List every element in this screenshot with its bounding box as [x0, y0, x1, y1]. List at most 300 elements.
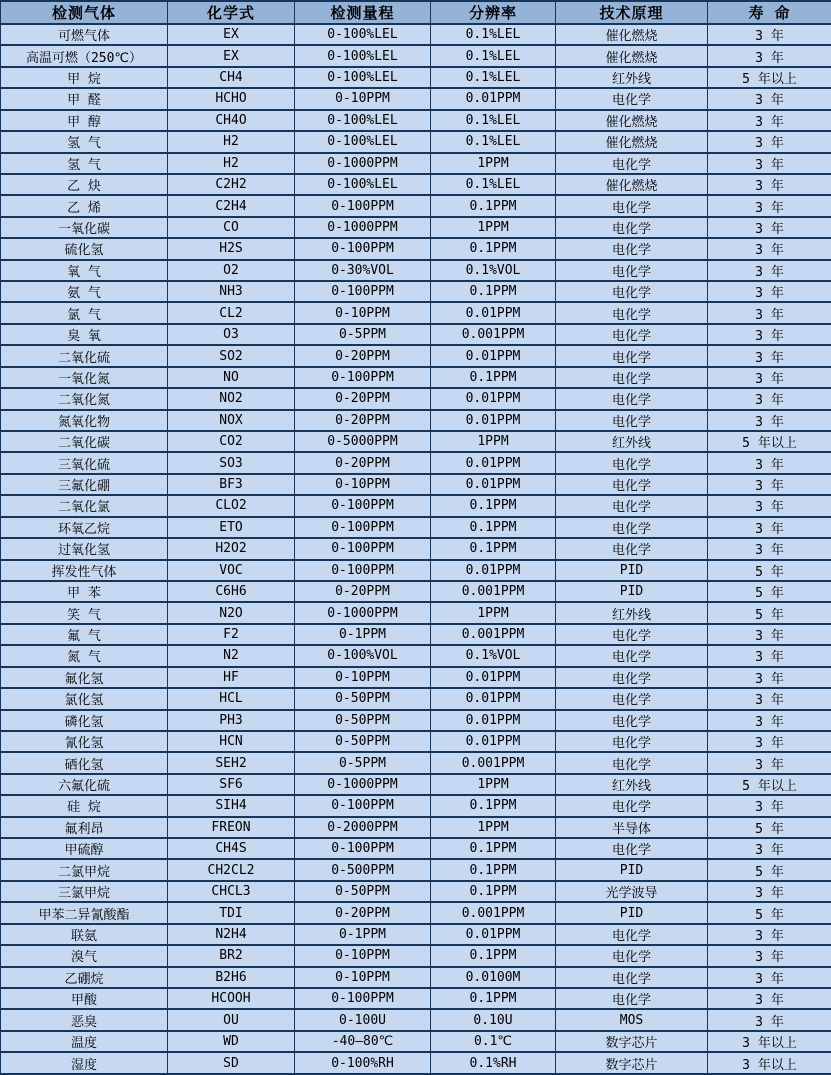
cell-principle: 红外线 [556, 602, 708, 623]
cell-formula: EX [168, 24, 295, 45]
cell-range: 0-10PPM [295, 88, 431, 109]
cell-range: 0-20PPM [295, 902, 431, 923]
cell-gas: 二氧化氯 [1, 495, 168, 516]
cell-range: 0-100%LEL [295, 24, 431, 45]
cell-range: 0-100PPM [295, 195, 431, 216]
cell-principle: 电化学 [556, 752, 708, 773]
cell-lifespan: 3 年 [708, 88, 831, 109]
cell-range: 0-1000PPM [295, 602, 431, 623]
cell-formula: WD [168, 1031, 295, 1052]
cell-resolution: 0.01PPM [431, 388, 556, 409]
cell-formula: H2 [168, 153, 295, 174]
cell-range: 0-20PPM [295, 388, 431, 409]
cell-gas: 乙 烯 [1, 195, 168, 216]
cell-principle: 电化学 [556, 474, 708, 495]
cell-gas: 甲苯二异氰酸酯 [1, 902, 168, 923]
table-row [1, 838, 831, 859]
cell-principle: 电化学 [556, 238, 708, 259]
cell-lifespan: 5 年 [708, 817, 831, 838]
cell-resolution: 0.001PPM [431, 752, 556, 773]
cell-formula: BF3 [168, 474, 295, 495]
cell-lifespan: 5 年 [708, 902, 831, 923]
table-row [1, 431, 831, 452]
cell-formula: F2 [168, 624, 295, 645]
cell-principle: PID [556, 560, 708, 581]
cell-range: 0-10PPM [295, 474, 431, 495]
cell-resolution: 0.01PPM [431, 667, 556, 688]
cell-lifespan: 3 年 [708, 945, 831, 966]
cell-gas: 二氧化碳 [1, 431, 168, 452]
cell-formula: CH4 [168, 67, 295, 88]
cell-formula: SO2 [168, 345, 295, 366]
cell-lifespan: 3 年 [708, 538, 831, 559]
cell-lifespan: 3 年 [708, 924, 831, 945]
table-row [1, 945, 831, 966]
cell-formula: HCL [168, 688, 295, 709]
cell-principle: 催化燃烧 [556, 24, 708, 45]
cell-range: 0-50PPM [295, 710, 431, 731]
table-row [1, 752, 831, 773]
cell-range: 0-50PPM [295, 688, 431, 709]
table-row [1, 967, 831, 988]
cell-gas: 笑 气 [1, 602, 168, 623]
table-row [1, 602, 831, 623]
table-row [1, 24, 831, 45]
cell-gas: 过氧化氢 [1, 538, 168, 559]
cell-principle: MOS [556, 1009, 708, 1030]
cell-formula: CH4O [168, 110, 295, 131]
cell-formula: C6H6 [168, 581, 295, 602]
cell-principle: 电化学 [556, 945, 708, 966]
cell-range: 0-100PPM [295, 517, 431, 538]
cell-lifespan: 5 年 [708, 859, 831, 880]
cell-principle: 电化学 [556, 710, 708, 731]
cell-formula: PH3 [168, 710, 295, 731]
cell-gas: 二氧化硫 [1, 345, 168, 366]
cell-lifespan: 3 年 [708, 195, 831, 216]
table-row [1, 538, 831, 559]
cell-resolution: 0.01PPM [431, 560, 556, 581]
cell-principle: 电化学 [556, 388, 708, 409]
cell-principle: 电化学 [556, 988, 708, 1009]
cell-resolution: 0.1%RH [431, 1052, 556, 1074]
cell-resolution: 0.1PPM [431, 238, 556, 259]
cell-resolution: 0.1%LEL [431, 110, 556, 131]
cell-range: 0-2000PPM [295, 817, 431, 838]
cell-resolution: 0.01PPM [431, 302, 556, 323]
cell-principle: 电化学 [556, 538, 708, 559]
table-row [1, 1052, 831, 1074]
table-row [1, 495, 831, 516]
cell-formula: FREON [168, 817, 295, 838]
table-row [1, 774, 831, 795]
cell-gas: 温度 [1, 1031, 168, 1052]
cell-resolution: 0.1PPM [431, 517, 556, 538]
cell-resolution: 0.1%VOL [431, 260, 556, 281]
cell-lifespan: 3 年 [708, 410, 831, 431]
cell-lifespan: 3 年以上 [708, 1031, 831, 1052]
cell-resolution: 0.1PPM [431, 838, 556, 859]
cell-resolution: 0.1%LEL [431, 131, 556, 152]
table-row [1, 302, 831, 323]
cell-lifespan: 3 年 [708, 474, 831, 495]
cell-formula: SD [168, 1052, 295, 1074]
cell-range: 0-100PPM [295, 795, 431, 816]
cell-gas: 氟化氢 [1, 667, 168, 688]
cell-lifespan: 3 年 [708, 517, 831, 538]
cell-formula: C2H2 [168, 174, 295, 195]
cell-lifespan: 3 年 [708, 624, 831, 645]
cell-lifespan: 3 年 [708, 153, 831, 174]
cell-formula: SO3 [168, 452, 295, 473]
cell-gas: 氨 气 [1, 281, 168, 302]
cell-range: 0-10PPM [295, 967, 431, 988]
cell-range: 0-100PPM [295, 367, 431, 388]
cell-formula: HCOOH [168, 988, 295, 1009]
table-row [1, 474, 831, 495]
cell-lifespan: 5 年以上 [708, 774, 831, 795]
cell-range: 0-10PPM [295, 667, 431, 688]
cell-formula: O3 [168, 324, 295, 345]
table-row [1, 410, 831, 431]
cell-lifespan: 5 年 [708, 581, 831, 602]
cell-lifespan: 3 年 [708, 881, 831, 902]
table-row [1, 688, 831, 709]
cell-gas: 湿度 [1, 1052, 168, 1074]
cell-gas: 环氧乙烷 [1, 517, 168, 538]
cell-formula: O2 [168, 260, 295, 281]
cell-range: 0-30%VOL [295, 260, 431, 281]
cell-formula: OU [168, 1009, 295, 1030]
cell-range: 0-20PPM [295, 452, 431, 473]
cell-lifespan: 3 年 [708, 495, 831, 516]
cell-resolution: 0.1PPM [431, 988, 556, 1009]
table-row [1, 238, 831, 259]
cell-gas: 可燃气体 [1, 24, 168, 45]
cell-range: 0-5PPM [295, 324, 431, 345]
cell-gas: 一氧化氮 [1, 367, 168, 388]
table-row [1, 195, 831, 216]
cell-formula: TDI [168, 902, 295, 923]
cell-range: 0-5000PPM [295, 431, 431, 452]
cell-gas: 高温可燃（250℃） [1, 45, 168, 66]
cell-formula: B2H6 [168, 967, 295, 988]
cell-resolution: 0.1%VOL [431, 645, 556, 666]
cell-gas: 甲 烷 [1, 67, 168, 88]
cell-principle: 电化学 [556, 153, 708, 174]
table-row [1, 817, 831, 838]
cell-principle: 催化燃烧 [556, 131, 708, 152]
cell-range: 0-500PPM [295, 859, 431, 880]
cell-lifespan: 3 年 [708, 710, 831, 731]
table-row [1, 1009, 831, 1030]
cell-range: 0-100PPM [295, 495, 431, 516]
cell-resolution: 0.1PPM [431, 881, 556, 902]
cell-resolution: 0.01PPM [431, 688, 556, 709]
table-row [1, 624, 831, 645]
cell-lifespan: 3 年 [708, 838, 831, 859]
cell-gas: 硫化氢 [1, 238, 168, 259]
cell-gas: 氯化氢 [1, 688, 168, 709]
cell-gas: 硅 烷 [1, 795, 168, 816]
cell-principle: 红外线 [556, 67, 708, 88]
cell-formula: SIH4 [168, 795, 295, 816]
table-row [1, 88, 831, 109]
cell-formula: SF6 [168, 774, 295, 795]
cell-lifespan: 3 年 [708, 667, 831, 688]
cell-principle: 电化学 [556, 88, 708, 109]
cell-resolution: 0.001PPM [431, 624, 556, 645]
cell-formula: CO [168, 217, 295, 238]
cell-lifespan: 3 年 [708, 731, 831, 752]
cell-gas: 三氧化硫 [1, 452, 168, 473]
cell-range: 0-50PPM [295, 881, 431, 902]
cell-formula: ETO [168, 517, 295, 538]
cell-lifespan: 3 年 [708, 131, 831, 152]
cell-resolution: 0.1PPM [431, 495, 556, 516]
cell-principle: 电化学 [556, 967, 708, 988]
cell-lifespan: 3 年 [708, 752, 831, 773]
cell-formula: H2S [168, 238, 295, 259]
cell-principle: 数字芯片 [556, 1052, 708, 1074]
table-row [1, 902, 831, 923]
cell-range: 0-100PPM [295, 560, 431, 581]
cell-principle: PID [556, 581, 708, 602]
cell-principle: 电化学 [556, 410, 708, 431]
table-row [1, 1031, 831, 1052]
cell-gas: 挥发性气体 [1, 560, 168, 581]
cell-gas: 恶臭 [1, 1009, 168, 1030]
cell-principle: PID [556, 902, 708, 923]
cell-lifespan: 3 年 [708, 260, 831, 281]
cell-lifespan: 3 年 [708, 217, 831, 238]
cell-resolution: 0.1PPM [431, 859, 556, 880]
table-row [1, 560, 831, 581]
cell-resolution: 1PPM [431, 602, 556, 623]
cell-gas: 乙硼烷 [1, 967, 168, 988]
table-row [1, 217, 831, 238]
cell-resolution: 1PPM [431, 774, 556, 795]
cell-principle: 电化学 [556, 667, 708, 688]
cell-range: 0-100%LEL [295, 67, 431, 88]
cell-lifespan: 3 年 [708, 174, 831, 195]
table-row [1, 795, 831, 816]
cell-principle: 电化学 [556, 517, 708, 538]
table-row [1, 517, 831, 538]
table-row [1, 924, 831, 945]
cell-formula: N2O [168, 602, 295, 623]
cell-formula: N2H4 [168, 924, 295, 945]
cell-resolution: 0.001PPM [431, 324, 556, 345]
cell-gas: 氮 气 [1, 645, 168, 666]
cell-resolution: 0.1PPM [431, 538, 556, 559]
cell-range: 0-100%VOL [295, 645, 431, 666]
cell-formula: H2O2 [168, 538, 295, 559]
cell-gas: 乙 炔 [1, 174, 168, 195]
table-header [1, 1, 831, 24]
cell-lifespan: 3 年 [708, 1009, 831, 1030]
cell-principle: 电化学 [556, 367, 708, 388]
cell-gas: 二氧化氮 [1, 388, 168, 409]
cell-resolution: 0.01PPM [431, 731, 556, 752]
cell-resolution: 0.1PPM [431, 945, 556, 966]
cell-principle: 红外线 [556, 774, 708, 795]
cell-range: 0-1000PPM [295, 217, 431, 238]
cell-principle: PID [556, 859, 708, 880]
cell-principle: 电化学 [556, 688, 708, 709]
cell-range: 0-20PPM [295, 581, 431, 602]
cell-gas: 二氯甲烷 [1, 859, 168, 880]
cell-range: 0-100%LEL [295, 45, 431, 66]
cell-principle: 催化燃烧 [556, 45, 708, 66]
cell-range: 0-100PPM [295, 281, 431, 302]
cell-formula: EX [168, 45, 295, 66]
column-header-range: 检测量程 [295, 1, 431, 24]
cell-gas: 氢 气 [1, 131, 168, 152]
cell-range: 0-100%RH [295, 1052, 431, 1074]
table-row [1, 367, 831, 388]
cell-gas: 硒化氢 [1, 752, 168, 773]
cell-resolution: 1PPM [431, 431, 556, 452]
cell-formula: HCHO [168, 88, 295, 109]
cell-gas: 氟 气 [1, 624, 168, 645]
cell-lifespan: 5 年以上 [708, 431, 831, 452]
table-row [1, 388, 831, 409]
column-header-resolution: 分辨率 [431, 1, 556, 24]
cell-resolution: 0.01PPM [431, 88, 556, 109]
cell-gas: 氢 气 [1, 153, 168, 174]
cell-gas: 氰化氢 [1, 731, 168, 752]
cell-principle: 电化学 [556, 924, 708, 945]
cell-resolution: 1PPM [431, 217, 556, 238]
cell-range: 0-100PPM [295, 838, 431, 859]
cell-principle: 电化学 [556, 260, 708, 281]
table-row [1, 174, 831, 195]
cell-range: 0-100%LEL [295, 131, 431, 152]
column-header-formula: 化学式 [168, 1, 295, 24]
cell-formula: C2H4 [168, 195, 295, 216]
cell-range: 0-100U [295, 1009, 431, 1030]
cell-lifespan: 3 年 [708, 324, 831, 345]
cell-principle: 电化学 [556, 452, 708, 473]
cell-gas: 三氯甲烷 [1, 881, 168, 902]
table-row [1, 731, 831, 752]
cell-formula: NO [168, 367, 295, 388]
column-header-principle: 技术原理 [556, 1, 708, 24]
cell-lifespan: 3 年以上 [708, 1052, 831, 1074]
cell-resolution: 0.0100M [431, 967, 556, 988]
cell-principle: 电化学 [556, 217, 708, 238]
table-row [1, 110, 831, 131]
cell-principle: 电化学 [556, 731, 708, 752]
cell-range: 0-1000PPM [295, 153, 431, 174]
cell-lifespan: 3 年 [708, 238, 831, 259]
cell-range: 0-100PPM [295, 238, 431, 259]
table-row [1, 859, 831, 880]
cell-resolution: 0.01PPM [431, 710, 556, 731]
table-row [1, 881, 831, 902]
cell-resolution: 0.1%LEL [431, 45, 556, 66]
cell-gas: 甲 苯 [1, 581, 168, 602]
cell-formula: CO2 [168, 431, 295, 452]
cell-resolution: 1PPM [431, 817, 556, 838]
cell-lifespan: 3 年 [708, 452, 831, 473]
table-row [1, 452, 831, 473]
cell-formula: NOX [168, 410, 295, 431]
cell-principle: 电化学 [556, 302, 708, 323]
header-row [1, 1, 831, 24]
table-row [1, 667, 831, 688]
cell-range: 0-50PPM [295, 731, 431, 752]
cell-resolution: 0.1PPM [431, 795, 556, 816]
cell-lifespan: 3 年 [708, 45, 831, 66]
cell-lifespan: 3 年 [708, 345, 831, 366]
cell-gas: 三氟化硼 [1, 474, 168, 495]
cell-principle: 电化学 [556, 624, 708, 645]
cell-lifespan: 5 年 [708, 560, 831, 581]
cell-formula: VOC [168, 560, 295, 581]
cell-lifespan: 3 年 [708, 110, 831, 131]
cell-principle: 电化学 [556, 281, 708, 302]
cell-range: 0-5PPM [295, 752, 431, 773]
cell-range: 0-1PPM [295, 924, 431, 945]
table-row [1, 324, 831, 345]
cell-gas: 甲 醇 [1, 110, 168, 131]
cell-formula: CHCL3 [168, 881, 295, 902]
cell-lifespan: 3 年 [708, 281, 831, 302]
cell-principle: 红外线 [556, 431, 708, 452]
cell-range: 0-10PPM [295, 945, 431, 966]
cell-gas: 甲酸 [1, 988, 168, 1009]
cell-formula: HF [168, 667, 295, 688]
cell-resolution: 0.01PPM [431, 345, 556, 366]
cell-principle: 数字芯片 [556, 1031, 708, 1052]
cell-formula: HCN [168, 731, 295, 752]
cell-gas: 氯 气 [1, 302, 168, 323]
cell-lifespan: 3 年 [708, 795, 831, 816]
cell-lifespan: 5 年 [708, 602, 831, 623]
cell-resolution: 0.01PPM [431, 410, 556, 431]
cell-formula: SEH2 [168, 752, 295, 773]
cell-lifespan: 3 年 [708, 388, 831, 409]
cell-resolution: 0.1PPM [431, 195, 556, 216]
cell-formula: N2 [168, 645, 295, 666]
cell-principle: 半导体 [556, 817, 708, 838]
cell-resolution: 1PPM [431, 153, 556, 174]
cell-principle: 电化学 [556, 195, 708, 216]
cell-resolution: 0.1℃ [431, 1031, 556, 1052]
table-row [1, 281, 831, 302]
cell-gas: 氮氧化物 [1, 410, 168, 431]
cell-formula: NO2 [168, 388, 295, 409]
cell-gas: 甲硫醇 [1, 838, 168, 859]
cell-range: 0-20PPM [295, 345, 431, 366]
cell-principle: 电化学 [556, 324, 708, 345]
cell-gas: 臭 氧 [1, 324, 168, 345]
cell-resolution: 0.01PPM [431, 452, 556, 473]
cell-principle: 催化燃烧 [556, 174, 708, 195]
table-body [1, 24, 831, 1074]
cell-resolution: 0.001PPM [431, 902, 556, 923]
cell-lifespan: 3 年 [708, 24, 831, 45]
cell-formula: CL2 [168, 302, 295, 323]
cell-resolution: 0.001PPM [431, 581, 556, 602]
cell-principle: 光学波导 [556, 881, 708, 902]
cell-range: 0-100PPM [295, 538, 431, 559]
cell-formula: CLO2 [168, 495, 295, 516]
cell-principle: 电化学 [556, 345, 708, 366]
cell-range: 0-1000PPM [295, 774, 431, 795]
